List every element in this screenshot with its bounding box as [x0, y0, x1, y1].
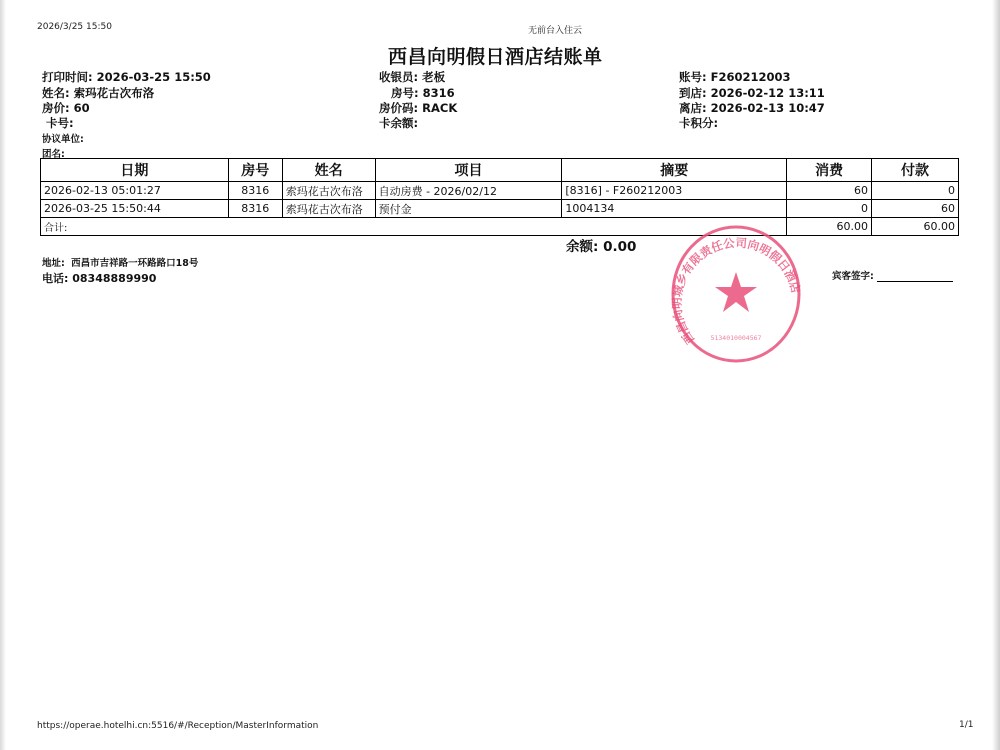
account-row [679, 69, 791, 85]
agreement-row [42, 131, 84, 145]
total-payment: 60.00 [872, 218, 959, 236]
col-header-summary: 摘要 [562, 159, 787, 182]
scan-edge-left [0, 0, 6, 750]
rate-code-row [379, 100, 457, 116]
arrival-row [679, 85, 825, 101]
balance-value: 0.00 [603, 239, 637, 255]
phone-row [42, 270, 156, 286]
room-number-label: 房号: [391, 86, 419, 100]
cell-payment: 0 [872, 182, 959, 200]
table-row [41, 200, 959, 218]
cell-summary: [8316] - F260212003 [562, 182, 787, 200]
account-label: 账号: [679, 70, 707, 84]
guest-signature-row [832, 268, 953, 282]
col-header-name: 姓名 [282, 159, 375, 182]
card-number-row [42, 115, 74, 131]
cell-summary: 1004134 [562, 200, 787, 218]
account-value: F260212003 [710, 70, 791, 84]
cell-name: 索玛花古次布洛 [282, 182, 375, 200]
cashier-label: 收银员: [379, 70, 419, 84]
col-header-consume: 消费 [787, 159, 872, 182]
arrival-value: 2026-02-12 13:11 [710, 86, 825, 100]
cell-room: 8316 [228, 182, 282, 200]
cell-date: 2026-02-13 05:01:27 [41, 182, 229, 200]
guest-name-label: 姓名: [42, 86, 70, 100]
room-rate-value: 60 [73, 101, 90, 115]
room-rate-label: 房价: [42, 101, 70, 115]
print-header-center: 无前台入住云 [528, 26, 583, 36]
guest-signature-line [877, 271, 953, 282]
guest-name-row [42, 85, 154, 101]
seal-text: 西昌向明城乡有限责任公司向明假日酒店 [669, 235, 804, 347]
room-number-value: 8316 [422, 86, 455, 100]
table-total-row [41, 218, 959, 236]
card-number-label: 卡号: [46, 116, 74, 130]
col-header-room: 房号 [228, 159, 282, 182]
balance-row [566, 235, 636, 255]
phone-value: 08348889990 [72, 272, 157, 285]
departure-value: 2026-02-13 10:47 [710, 101, 825, 115]
cell-item: 自动房费 - 2026/02/12 [375, 182, 562, 200]
card-points-label: 卡积分: [679, 116, 719, 130]
departure-row [679, 100, 825, 116]
address-label: 地址: [42, 258, 65, 269]
print-time-value: 2026-03-25 15:50 [96, 70, 211, 84]
cell-item: 预付金 [375, 200, 562, 218]
arrival-label: 到店: [679, 86, 707, 100]
print-time-row [42, 69, 211, 85]
phone-label: 电话: [42, 272, 69, 285]
col-header-date: 日期 [41, 159, 229, 182]
room-rate-row [42, 100, 90, 116]
seal-number: 5134010004567 [710, 334, 762, 342]
bill-table [40, 158, 959, 236]
company-seal [667, 222, 805, 367]
rate-code-value: RACK [422, 101, 458, 115]
page-url: https://operae.hotelhi.cn:5516/#/Reception/MasterInformation [37, 721, 319, 731]
departure-label: 离店: [679, 101, 707, 115]
card-balance-label: 卡余额: [379, 116, 419, 130]
print-time-label: 打印时间: [42, 70, 93, 84]
cell-room: 8316 [228, 200, 282, 218]
address-row [42, 255, 198, 269]
seal-star-icon [715, 272, 757, 312]
guest-name-value: 索玛花古次布洛 [73, 86, 155, 100]
group-label: 团名: [42, 149, 65, 160]
table-row [41, 182, 959, 200]
col-header-payment: 付款 [872, 159, 959, 182]
cashier-value: 老板 [422, 70, 446, 84]
cell-payment: 60 [872, 200, 959, 218]
cell-consume: 60 [787, 182, 872, 200]
col-header-item: 项目 [375, 159, 562, 182]
card-balance-row [379, 115, 418, 131]
agreement-label: 协议单位: [42, 134, 84, 145]
address-value: 西昌市吉祥路一环路路口18号 [71, 258, 199, 269]
cell-name: 索玛花古次布洛 [282, 200, 375, 218]
cashier-row [379, 69, 445, 85]
table-header-row [41, 159, 959, 182]
room-number-row [391, 85, 455, 101]
total-label: 合计: [41, 218, 787, 236]
rate-code-label: 房价码: [379, 101, 419, 115]
print-datetime: 2026/3/25 15:50 [37, 22, 112, 32]
cell-date: 2026-03-25 15:50:44 [41, 200, 229, 218]
page-number: 1/1 [959, 720, 974, 730]
guest-signature-label: 宾客签字: [832, 271, 874, 282]
document-title: 西昌向明假日酒店结账单 [388, 46, 603, 68]
cell-consume: 0 [787, 200, 872, 218]
balance-label: 余额: [566, 239, 599, 255]
card-points-row [679, 115, 718, 131]
total-consume: 60.00 [787, 218, 872, 236]
scan-edge-right [992, 0, 1000, 750]
